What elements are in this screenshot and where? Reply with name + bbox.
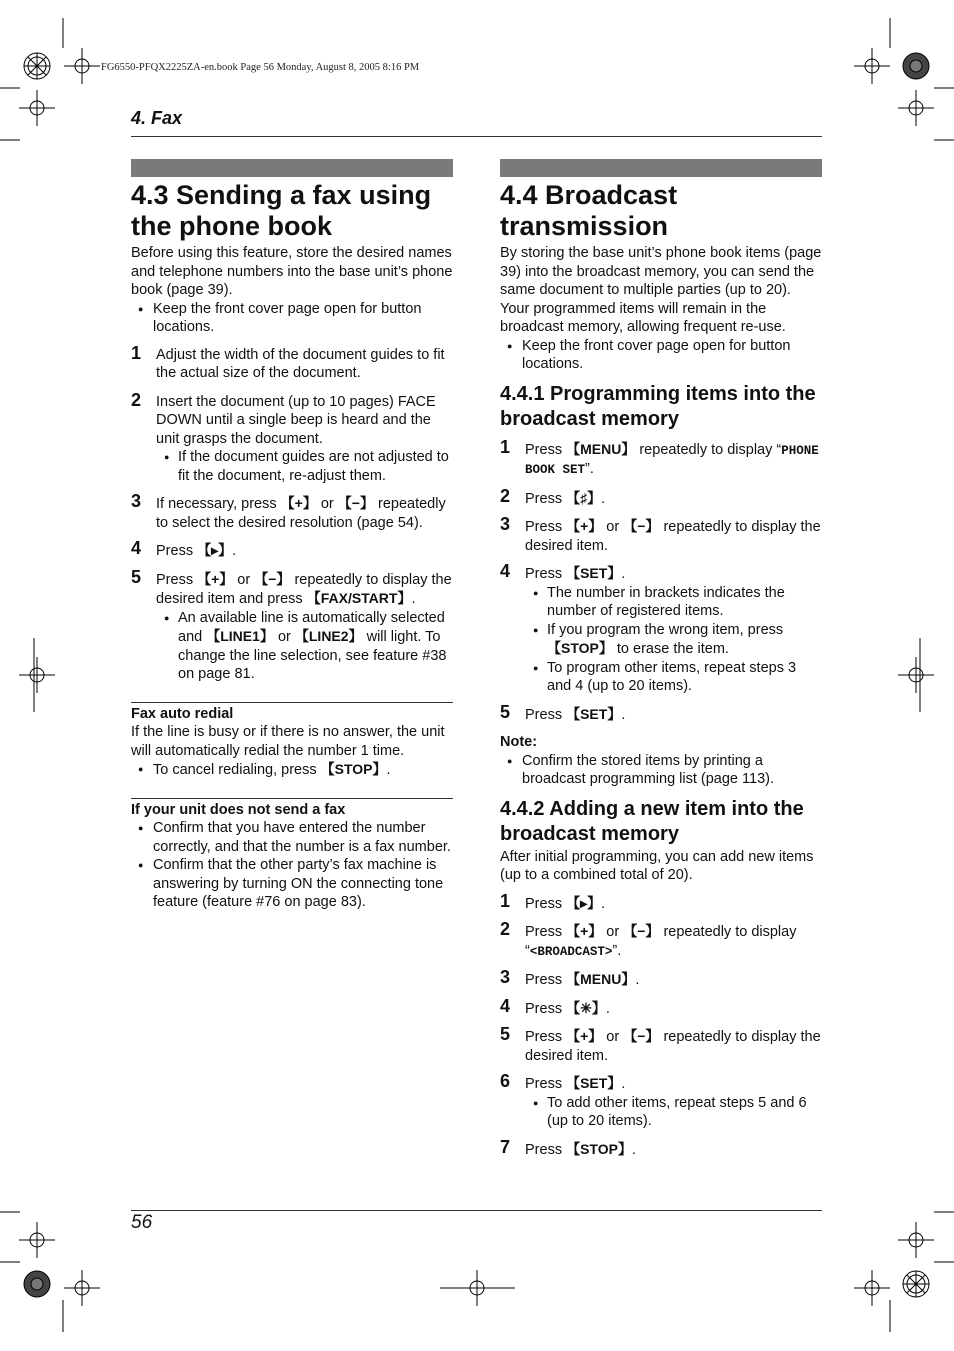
subsection-title: 4.4.2 Adding a new item into the broadcast memory — [500, 797, 804, 845]
text-run: . — [232, 543, 237, 559]
step-text — [156, 543, 236, 559]
crosshair-mark — [19, 657, 55, 693]
text-run: Press — [525, 1141, 567, 1158]
text-run: . — [605, 1000, 610, 1017]
text-run: or — [602, 1029, 624, 1045]
step-item — [131, 538, 453, 561]
chapter-title: 4. Fax — [131, 108, 183, 128]
key-plus: 【+】 — [566, 1028, 603, 1044]
sub-bullet-item: ● The number in brackets indicates the number of registered items. — [500, 584, 822, 621]
step-text: Insert the document (up to 10 pages) FACE DOWN until a single beep is heard and the unit grasps the document. — [156, 393, 436, 447]
step-text — [525, 707, 625, 723]
text-run: ”. — [585, 461, 594, 477]
key-menu: 【MENU】 — [566, 971, 636, 987]
text-run: or — [602, 519, 624, 535]
step-item — [500, 436, 822, 480]
subsection-title: 4.4.1 Programming items into the broadcast memory — [500, 382, 816, 430]
key-plus: 【+】 — [280, 495, 317, 511]
step-text: Adjust the width of the document guides to fit the actual size of the document. — [156, 346, 445, 381]
bullet-item: ● Confirm that the other party’s fax machine is answering by turning ON the connecting tone feature (feature #76 on page 83). — [131, 856, 453, 912]
text-run: Press — [525, 566, 567, 582]
step-number: 5 — [500, 1024, 511, 1044]
key-set: 【SET】 — [566, 705, 622, 722]
key-line1: 【LINE1】 — [206, 628, 274, 644]
step-item — [500, 485, 822, 509]
step-text — [525, 566, 625, 582]
step-text — [525, 896, 605, 912]
intro-text: After initial programming, you can add new items (up to a combined total of 20). — [500, 848, 814, 883]
text-run: . — [601, 895, 606, 912]
text-run: Press — [525, 490, 567, 507]
text-run: Press — [156, 543, 198, 559]
text-run: If necessary, press — [156, 496, 281, 512]
text-run: repeatedly to display the desired item. — [525, 1029, 821, 1064]
crosshair-mark — [898, 1222, 934, 1258]
text-run: Press — [525, 895, 567, 912]
text-run: Press — [525, 441, 567, 458]
text-run: or — [233, 571, 255, 588]
starburst-mark-top-right — [903, 53, 929, 79]
divider — [131, 702, 453, 703]
step-text — [525, 519, 821, 554]
key-right: 【▸】 — [197, 542, 233, 558]
key-hash: 【♯】 — [566, 489, 602, 506]
starburst-mark-bottom-right — [903, 1271, 929, 1297]
step-item — [131, 491, 453, 532]
step-number: 3 — [500, 967, 511, 987]
step-number: 2 — [500, 485, 511, 506]
step-number: 7 — [500, 1136, 511, 1157]
text-run: Press — [525, 972, 567, 988]
text-run: . — [601, 490, 606, 507]
step-text — [525, 924, 796, 959]
key-right: 【▸】 — [566, 894, 602, 911]
text-run: repeatedly to display the desired item and press — [156, 571, 452, 607]
text-run: Press — [525, 1029, 567, 1045]
bullet-item: ● Keep the front cover page open for button locations. — [131, 300, 453, 337]
text-run: or — [602, 924, 624, 940]
intro-text: Before using this feature, store the desired names and telephone numbers into the base unit’s phone book (page 39). — [131, 245, 453, 298]
nosend-heading: If your unit does not send a fax — [131, 801, 346, 818]
step-item — [500, 919, 822, 961]
text-run: . — [621, 706, 626, 723]
intro-text: By storing the base unit’s phone book items (page 39) into the broadcast memory, you can send the same document to multiple parties (up to 20). Your programmed items will remain in the broadcast memory, allowing frequent re-use. — [500, 245, 822, 335]
text-run: repeatedly to select the desired resolution (page 54). — [156, 496, 446, 531]
step-number: 3 — [131, 491, 142, 511]
step-number: 4 — [500, 995, 511, 1016]
crosshair-mark — [19, 1222, 55, 1258]
section-title: 4.3 Sending a fax using the phone book — [131, 180, 432, 241]
starburst-mark-top-left — [24, 53, 50, 79]
section-title: 4.4 Broadcast transmission — [500, 180, 678, 241]
step-number: 1 — [500, 890, 511, 911]
bullet-item: ● Confirm the stored items by printing a broadcast programming list (page 113). — [500, 752, 822, 789]
key-stop: 【STOP】 — [566, 1140, 632, 1157]
crosshair-mark — [898, 90, 934, 126]
step-item — [500, 1024, 822, 1065]
step-text — [525, 491, 605, 507]
bullet-item: ● Keep the front cover page open for button locations. — [500, 337, 822, 374]
text-run: Press — [525, 1000, 567, 1017]
text-run: Press — [156, 571, 198, 588]
step-text — [156, 496, 446, 531]
text-run: . — [621, 566, 626, 582]
sub-bullet-item: ● If the document guides are not adjusted to fit the document, re-adjust them. — [131, 448, 453, 485]
section-bar-right — [500, 159, 822, 177]
sub-bullet-item: ● To add other items, repeat steps 5 and 6 (up to 20 items). — [500, 1094, 822, 1131]
step-item — [500, 1136, 822, 1160]
bullet-item — [131, 760, 453, 780]
step-text — [525, 1076, 625, 1092]
crosshair-mark — [19, 90, 55, 126]
step-item — [131, 566, 453, 684]
text-run: Press — [525, 1076, 567, 1092]
page-number: 56 — [131, 1212, 153, 1233]
header-rule — [131, 136, 822, 137]
redial-text: If the line is busy or if there is no answer, the unit will automatically redial the number 1 time. — [131, 724, 445, 759]
key-minus: 【−】 — [623, 923, 660, 939]
key-minus: 【−】 — [254, 570, 291, 587]
print-info: FG6550-PFQX2225ZA-en.book Page 56 Monday, August 8, 2005 8:16 PM — [101, 62, 420, 73]
step-item — [500, 967, 822, 990]
text-run: repeatedly to display the desired item. — [525, 519, 821, 554]
key-plus: 【+】 — [566, 518, 603, 534]
text-run: An available line is automatically selected and — [178, 609, 445, 645]
text-run: . — [635, 972, 640, 988]
text-run: repeatedly to display “ — [635, 441, 782, 458]
key-set: 【SET】 — [566, 1075, 622, 1091]
key-menu: 【MENU】 — [566, 440, 636, 457]
section-bar-left — [131, 159, 453, 177]
text-run: . — [386, 762, 391, 778]
right-column — [500, 180, 822, 1159]
divider — [131, 798, 453, 799]
redial-heading: Fax auto redial — [131, 705, 234, 722]
key-set: 【SET】 — [566, 565, 622, 581]
note-heading: Note: — [500, 734, 538, 750]
step-item — [500, 514, 822, 555]
step-number: 2 — [500, 919, 511, 939]
crosshair-mark — [64, 48, 100, 84]
step-number: 4 — [131, 538, 142, 558]
sub-bullet-item — [131, 609, 453, 684]
bullet-item: ● Confirm that you have entered the number correctly, and that the number is a fax number. — [131, 819, 453, 856]
key-minus: 【−】 — [623, 518, 660, 534]
footer-rule — [131, 1210, 822, 1211]
step-item — [500, 701, 822, 725]
step-number: 6 — [500, 1071, 511, 1091]
text-run: to erase the item. — [612, 641, 729, 657]
text-run: Press — [525, 924, 567, 940]
step-text — [525, 1001, 610, 1017]
key-stop: 【STOP】 — [547, 640, 613, 656]
crosshair-mark — [854, 48, 890, 84]
text-run: will light. To change the line selection, see feature #38 on page 81. — [178, 629, 447, 682]
step-number: 2 — [131, 389, 142, 410]
key-minus: 【−】 — [337, 495, 374, 511]
step-text — [525, 1029, 821, 1064]
crosshair-mark — [854, 1270, 890, 1306]
step-item — [131, 389, 453, 486]
text-run: . — [621, 1076, 626, 1092]
text-run: Press — [525, 706, 567, 723]
step-item — [500, 561, 822, 696]
text-run: . — [411, 591, 416, 607]
left-column — [131, 180, 453, 912]
sub-bullet-item — [500, 621, 822, 659]
step-number: 5 — [131, 566, 142, 587]
step-number: 1 — [500, 436, 511, 457]
step-text — [156, 572, 452, 608]
display-text: PHONE BOOK SET — [525, 443, 819, 477]
key-fax-start: 【FAX/START】 — [306, 590, 412, 606]
step-item — [131, 342, 453, 383]
text-run: repeatedly to display “ — [525, 924, 797, 959]
text-run: If you program the wrong item, press — [547, 621, 784, 638]
crosshair-mark — [64, 1270, 100, 1306]
step-text — [525, 1142, 636, 1158]
text-run: or — [316, 496, 338, 512]
text-run: Press — [525, 519, 567, 535]
step-number: 4 — [500, 561, 511, 581]
display-text: <BROADCAST> — [529, 944, 613, 959]
starburst-mark-bottom-left — [24, 1271, 50, 1297]
text-run: To cancel redialing, press — [153, 762, 321, 778]
key-plus: 【+】 — [197, 570, 234, 587]
step-item — [500, 890, 822, 914]
key-stop: 【STOP】 — [320, 761, 387, 777]
step-number: 5 — [500, 701, 511, 722]
step-item — [500, 1071, 822, 1131]
text-run: . — [631, 1141, 636, 1158]
step-item — [500, 995, 822, 1019]
key-line2: 【LINE2】 — [294, 628, 363, 644]
text-run: ”. — [612, 942, 622, 959]
crosshair-mark — [898, 657, 934, 693]
key-plus: 【+】 — [566, 923, 603, 939]
sub-bullet-item: ● To program other items, repeat steps 3 and 4 (up to 20 items). — [500, 659, 822, 696]
text-run: or — [273, 629, 295, 645]
key-star: 【✳】 — [566, 999, 606, 1016]
step-number: 1 — [131, 342, 142, 363]
step-text — [525, 972, 639, 988]
step-text — [525, 442, 819, 478]
key-minus: 【−】 — [623, 1028, 660, 1044]
step-number: 3 — [500, 514, 511, 534]
